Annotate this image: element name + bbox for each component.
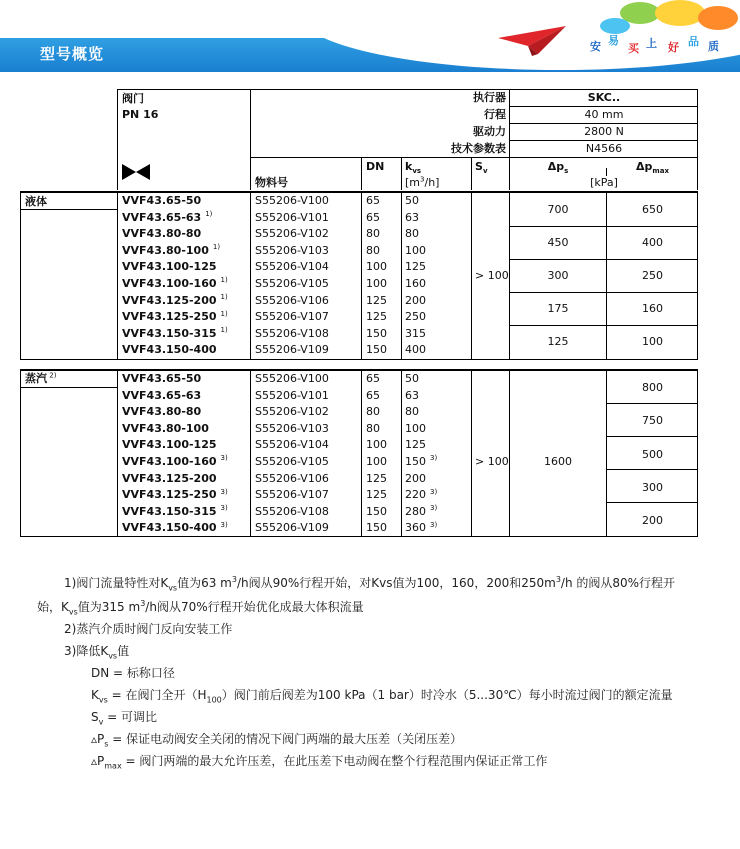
part-number: S55206-V107 [255, 310, 329, 324]
valve-type: VVF43.150-315 $^{1)}$ [122, 326, 228, 340]
dn-value: 65 [366, 388, 380, 402]
definition-dpmax: $▵P_{max}$ = 阀门两端的最大允许压差，在此压差下电动阀在整个行程范围内保证正常工作 [91, 754, 548, 771]
dps-value: 700 [547, 203, 569, 216]
part-number: S55206-V104 [255, 260, 329, 274]
kvs-value: 200 [405, 293, 426, 307]
valve-symbol-icon [122, 164, 150, 180]
dpmax-value: 500 [642, 447, 663, 461]
dn-value: 150 [366, 504, 387, 518]
dn-value: 65 [366, 194, 380, 207]
part-number: S55206-V101 [255, 210, 329, 224]
dn-value: 150 [366, 521, 387, 535]
dn-value: 125 [366, 293, 387, 307]
part-number: S55206-V103 [255, 421, 329, 435]
dn-header: DN [366, 160, 385, 173]
dpmax-value: 400 [642, 236, 663, 249]
valve-type: VVF43.65-63 [122, 388, 202, 402]
kvs-value: 400 [405, 343, 426, 357]
note-3: 3)降低$K_{vs}$值 [64, 644, 130, 661]
kvs-value: 63 [405, 388, 419, 402]
decor-dot-orange [698, 6, 738, 30]
dn-value: 125 [366, 488, 387, 502]
dn-value: 125 [366, 310, 387, 324]
note-2: 2)蒸汽介质时阀门反向安装工作 [64, 622, 233, 636]
kvs-value: 125 [405, 438, 426, 452]
note-1-continued: 始，$K_{vs}$值为315 $m^3/h$阀从70%行程开始优化成最大体积流量 [37, 599, 364, 617]
slogan-char: 质 [708, 40, 719, 53]
dn-value: 80 [366, 243, 380, 257]
page-title: 型号概览 [40, 45, 105, 63]
slogan-char: 安 [590, 40, 601, 53]
valve-type: VVF43.80-80 [122, 405, 202, 419]
dps-value: 175 [547, 302, 569, 315]
datasheet-value: N4566 [585, 142, 623, 155]
force-label: 驱动力 [473, 125, 506, 138]
dn-value: 65 [366, 210, 380, 224]
part-number: S55206-V109 [255, 521, 329, 535]
valve-type: VVF43.65-50 [122, 194, 202, 207]
steam-dps: 1600 [544, 455, 572, 468]
kvs-value: 280 $^{3)}$ [405, 504, 438, 518]
dps-value: 300 [547, 269, 569, 282]
part-number: S55206-V103 [255, 243, 329, 257]
valve-type: VVF43.65-50 [122, 372, 202, 385]
kvs-value: 160 [405, 277, 426, 290]
valve-label: 阀门 [122, 92, 144, 105]
slogan-char: 易 [608, 34, 619, 47]
stroke-value: 40 mm [584, 108, 624, 121]
valve-type: VVF43.125-200 $^{1)}$ [122, 292, 228, 307]
pn-label: PN 16 [122, 108, 159, 121]
part-number: S55206-V100 [255, 372, 329, 385]
dpmax-value: 800 [642, 381, 663, 394]
dpmax-value: 300 [642, 480, 663, 494]
valve-type: VVF43.150-400 [122, 343, 217, 357]
dn-value: 100 [366, 277, 387, 290]
dpmax-value: 750 [642, 414, 663, 428]
slogan-char: 好 [668, 41, 679, 54]
part-number: S55206-V105 [255, 277, 329, 290]
valve-type: VVF43.100-125 [122, 438, 217, 452]
part-number: S55206-V106 [255, 471, 329, 485]
header-slogan [588, 32, 738, 58]
kvs-value: 150 $^{3)}$ [405, 454, 438, 468]
dpmax-value: 200 [642, 514, 663, 528]
valve-spec-table [20, 88, 700, 540]
valve-type: VVF43.80-100 $^{1)}$ [122, 243, 221, 257]
part-number: S55206-V109 [255, 343, 329, 357]
dn-value: 80 [366, 421, 380, 435]
kvs-value: 250 [405, 310, 426, 324]
dps-value: 450 [547, 236, 569, 249]
dn-value: 65 [366, 372, 380, 385]
dpmax-value: 160 [642, 302, 663, 315]
valve-type: VVF43.100-160 $^{3)}$ [122, 454, 228, 468]
actuator-value: SKC.. [587, 91, 621, 104]
dpmax-value: 100 [642, 335, 663, 348]
part-number: S55206-V102 [255, 405, 329, 419]
valve-type: VVF43.100-125 [122, 260, 217, 274]
part-number: S55206-V107 [255, 488, 329, 502]
note-1: 1)阀门流量特性对$K_{vs}$值为63 $m^3/h$阀从90%行程开始，对Kvs值为100，160，200和$250m^3/h$ 的阀从80%行程开 [64, 575, 676, 593]
kvs-value: 63 [405, 210, 419, 224]
valve-type: VVF43.150-315 $^{3)}$ [122, 504, 228, 518]
kvs-value: 50 [405, 372, 419, 385]
definition-dn: DN = 标称口径 [91, 666, 175, 680]
dn-value: 150 [366, 343, 387, 357]
part-no-header: 物料号 [255, 176, 288, 189]
valve-type: VVF43.150-400 $^{3)}$ [122, 520, 228, 535]
dn-value: 80 [366, 405, 380, 419]
kvs-value: 100 [405, 421, 426, 435]
dpmax-value: 250 [642, 269, 663, 282]
liquid-label: 液体 [25, 195, 47, 208]
dn-value: 150 [366, 326, 387, 340]
part-number: S55206-V101 [255, 388, 329, 402]
dn-value: 100 [366, 260, 387, 274]
dpmax-header: $\Delta p_{max}$ [636, 160, 669, 176]
part-number: S55206-V100 [255, 194, 329, 207]
definition-dps: $▵P_s$ = 保证电动阀安全关闭的情况下阀门两端的最大压差（关闭压差） [91, 732, 463, 749]
part-number: S55206-V108 [255, 326, 329, 340]
liquid-sv: > 100 [475, 269, 509, 282]
part-number: S55206-V108 [255, 504, 329, 518]
part-number: S55206-V104 [255, 438, 329, 452]
valve-type: VVF43.100-160 $^{1)}$ [122, 276, 228, 290]
paper-plane-icon [498, 24, 568, 58]
kvs-value: 360 $^{3)}$ [405, 520, 438, 535]
datasheet-label: 技术参数表 [451, 142, 506, 155]
kpa-unit: [kPa] [590, 176, 618, 189]
kvs-value: 80 [405, 405, 419, 419]
valve-type: VVF43.125-200 [122, 471, 217, 485]
force-value: 2800 N [584, 125, 624, 138]
kvs-value: 50 [405, 194, 419, 207]
dn-value: 100 [366, 455, 387, 468]
dn-value: 125 [366, 471, 387, 485]
slogan-char: 上 [646, 37, 657, 50]
dn-value: 80 [366, 227, 380, 241]
part-number: S55206-V102 [255, 227, 329, 241]
actuator-label: 执行器 [473, 91, 506, 104]
decor-dot-yellow [655, 0, 705, 26]
kvs-value: 220 $^{3)}$ [405, 487, 438, 502]
dps-header: $\Delta p_s$ [547, 160, 569, 176]
definition-sv: $S_v$ = 可调比 [91, 710, 158, 727]
kvs-value: 200 [405, 471, 426, 485]
part-number: S55206-V105 [255, 455, 329, 468]
valve-type: VVF43.80-100 [122, 421, 209, 435]
kvs-unit: $[m^3/h]$ [405, 175, 440, 189]
valve-type: VVF43.125-250 $^{1)}$ [122, 309, 228, 324]
kvs-header: $k_{vs}$ [405, 160, 422, 176]
kvs-value: 125 [405, 260, 426, 274]
steam-sv: > 100 [475, 455, 509, 468]
sv-header: $S_v$ [475, 160, 488, 176]
steam-label: 蒸汽 $^{2)}$ [25, 371, 57, 385]
valve-type: VVF43.80-80 [122, 227, 202, 241]
dps-value: 125 [547, 335, 569, 348]
definition-kvs: $K_{vs}$ = 在阀门全开$(H_{100})$阀门前后阀差为100 kPa（1 bar）时冷水（5...30℃）每小时流过阀门的额定流量 [91, 688, 673, 705]
dpmax-value: 650 [642, 203, 663, 216]
kvs-value: 100 [405, 243, 426, 257]
kvs-value: 315 [405, 326, 426, 340]
kvs-value: 80 [405, 227, 419, 241]
valve-type: VVF43.125-250 $^{3)}$ [122, 487, 228, 502]
header-banner [0, 0, 740, 74]
part-number: S55206-V106 [255, 293, 329, 307]
valve-type: VVF43.65-63 $^{1)}$ [122, 209, 213, 224]
slogan-char: 品 [688, 35, 699, 48]
stroke-label: 行程 [484, 108, 506, 121]
slogan-char: 买 [628, 42, 639, 55]
dn-value: 100 [366, 438, 387, 452]
